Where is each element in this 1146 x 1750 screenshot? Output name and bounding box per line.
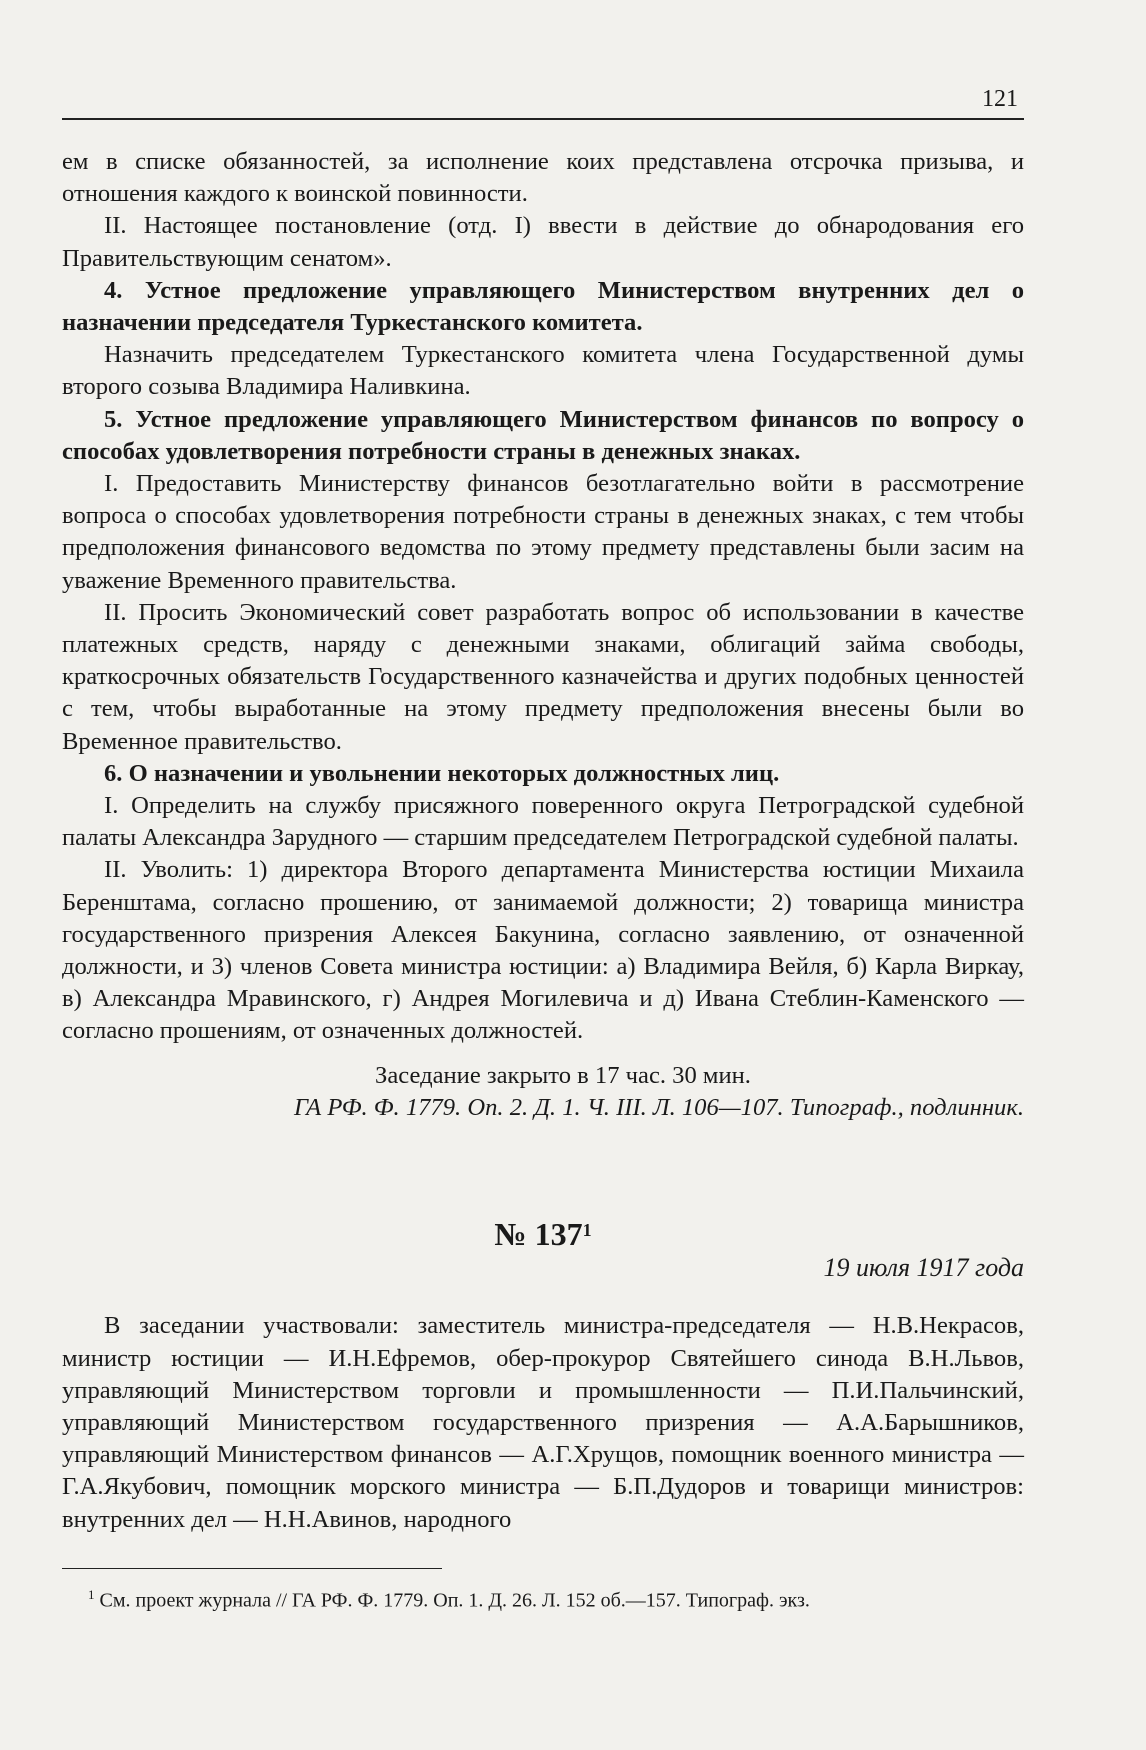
paragraph-continuation: ем в списке обязанностей, за исполнение коих представлена отсрочка призыва, и отношения каждого к воинской повинности. xyxy=(62,148,1024,208)
paragraph: II. Просить Экономический совет разработать вопрос об использовании в качестве платежных средств, наряду с денежными знаками, облигаций займа свободы, краткосрочных обязательств Государственного казначейства и других подобных ценностей с тем, чтобы выработанные на этому предмету предположения внесены были во Временное правительство. xyxy=(62,598,1024,755)
paragraph: Назначить председателем Туркестанского комитета члена Государственной думы второго созыва Владимира Наливкина. xyxy=(62,341,1024,401)
section-heading-5: 5. Устное предложение управляющего Министерством финансов по вопросу о способах удовлетворения потребности страны в денежных знаках. xyxy=(62,405,1024,465)
participants-paragraph: В заседании участвовали: заместитель министра-председателя — Н.В.Некрасов, министр юстиции — И.Н.Ефремов, обер-прокурор Святейшего синода В.Н.Львов, управляющий Министерством торговли и промышленности — П.И.Пальчинский, управляющий Министерством государственного призрения — А.А.Барышников, управляющий Министерством финансов — А.Г.Хрущов, помощник военного министра — Г.А.Якубович, помощник морского министра — Б.П.Дудоров и товарищи министров: внутренних дел — Н.Н.Авинов, народного xyxy=(62,1312,1024,1533)
document-body xyxy=(62,146,1024,1536)
footnote xyxy=(62,1582,1024,1614)
header-rule xyxy=(62,118,1024,120)
paragraph: II. Настоящее постановление (отд. I) ввести в действие до обнародования его Правительствующим сенатом». xyxy=(62,212,1024,272)
closing-line: Заседание закрыто в 17 час. 30 мин. xyxy=(375,1061,751,1089)
footnote-rule xyxy=(62,1568,442,1569)
page-number: 121 xyxy=(982,86,1018,112)
section-heading-4: 4. Устное предложение управляющего Министерством внутренних дел о назначении председателя Туркестанского комитета. xyxy=(62,276,1024,337)
footnote-reference: 1 xyxy=(582,1220,592,1241)
paragraph: I. Предоставить Министерству финансов безотлагательно войти в рассмотрение вопроса о способах удовлетворения потребности страны в денежных знаках, с тем чтобы предположения финансового ведомства по этому предмету представлены были засим на уважение Временного правительства. xyxy=(62,470,1024,594)
archive-source: ГА РФ. Ф. 1779. Оп. 2. Д. 1. Ч. III. Л. 106—107. Типограф., подлинник. xyxy=(294,1093,1024,1121)
footnote-text: См. проект журнала // ГА РФ. Ф. 1779. Оп. 1. Д. 26. Л. 152 об.—157. Типограф. экз. xyxy=(99,1589,810,1612)
paragraph: II. Уволить: 1) директора Второго департамента Министерства юстиции Михаила Беренштама, согласно прошению, от занимаемой должности; 2) товарища министра государственного призрения Алексея Бакунина, согласно заявлению, от означенной должности, и 3) членов Совета министра юстиции: а) Владимира Вейля, б) Карла Виркау, в) Александра Мравинского, г) Андрея Могилевича и д) Ивана Стеблин-Каменского — согласно прошениям, от означенных должностей. xyxy=(62,856,1024,1045)
document-number-text: № 137 xyxy=(494,1216,583,1253)
document-number xyxy=(62,1216,1024,1252)
section-heading-6: 6. О назначении и увольнении некоторых должностных лиц. xyxy=(104,759,780,787)
document-date: 19 июля 1917 года xyxy=(823,1253,1024,1283)
paragraph: I. Определить на службу присяжного поверенного округа Петроградской судебной палаты Александра Зарудного — старшим председателем Петроградской судебной палаты. xyxy=(62,792,1024,852)
footnote-mark: 1 xyxy=(88,1587,95,1602)
